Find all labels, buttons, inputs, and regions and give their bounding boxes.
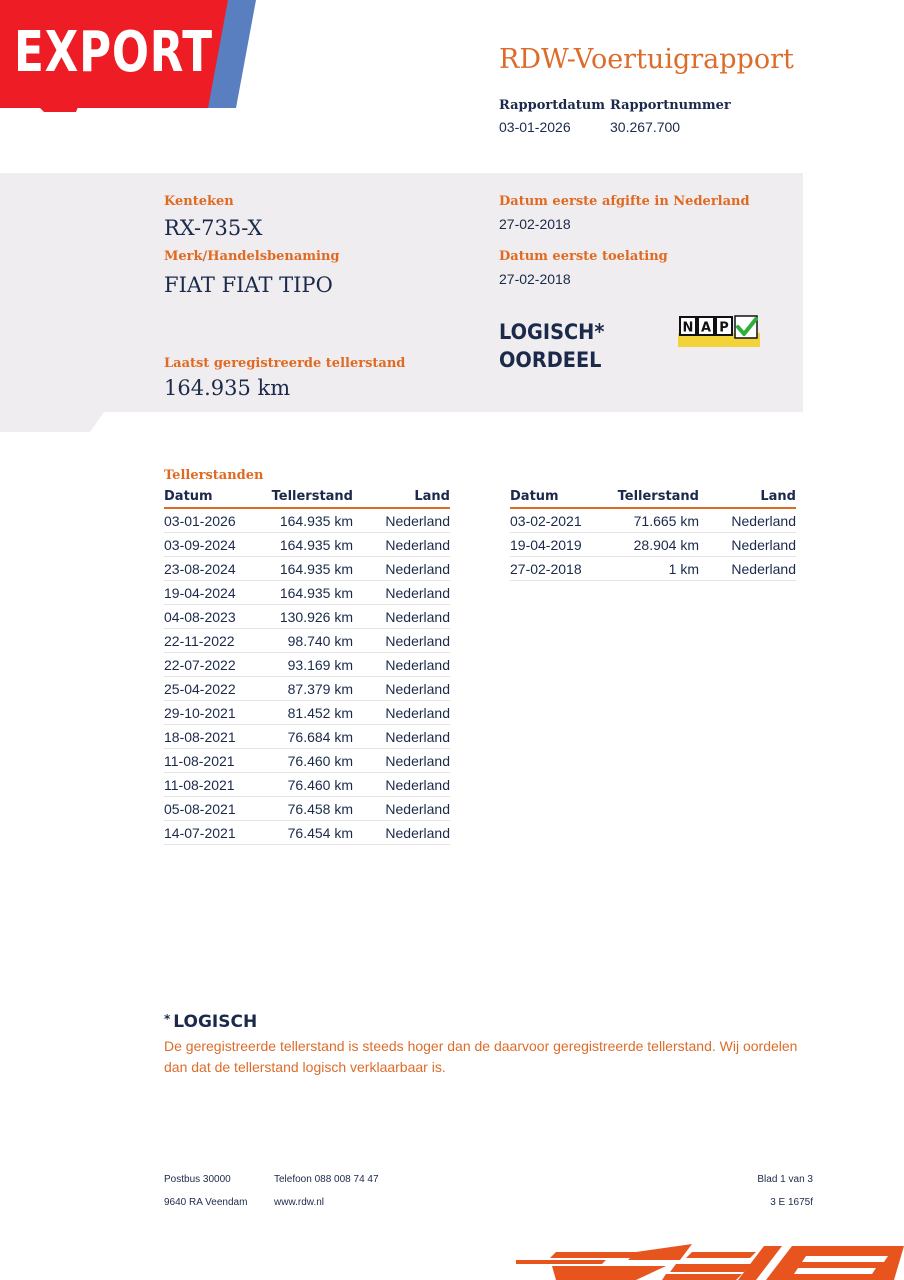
- vehicle-info-panel: [0, 173, 803, 432]
- decorative-stripes: [516, 1244, 904, 1280]
- footer-city: 9640 RA Veendam: [164, 1197, 248, 1208]
- cell-date: 23-08-2024: [164, 557, 270, 581]
- cell-date: 22-07-2022: [164, 653, 270, 677]
- odometer-label: Laatst geregistreerde tellerstand: [164, 356, 406, 371]
- cell-country: Nederland: [699, 508, 796, 533]
- export-badge-text: EXPORT: [14, 20, 213, 85]
- table-header-row: [510, 489, 796, 508]
- cell-country: Nederland: [353, 508, 450, 533]
- first-issue-nl-date: 27-02-2018: [499, 216, 571, 232]
- cell-country: Nederland: [353, 629, 450, 653]
- cell-reading: 76.458 km: [270, 797, 353, 821]
- footer-doc-code: 3 E 1675f: [770, 1197, 813, 1208]
- table-row: [164, 508, 450, 533]
- table-row: [164, 653, 450, 677]
- cell-date: 19-04-2019: [510, 533, 616, 557]
- first-admission-date: 27-02-2018: [499, 271, 571, 287]
- table-header-row: [164, 489, 450, 508]
- table-row: [164, 557, 450, 581]
- cell-reading: 76.460 km: [270, 773, 353, 797]
- cell-country: Nederland: [353, 677, 450, 701]
- cell-country: Nederland: [353, 557, 450, 581]
- table-row: [510, 557, 796, 581]
- table-body-right: [510, 508, 796, 581]
- cell-country: Nederland: [353, 821, 450, 845]
- cell-reading: 130.926 km: [270, 605, 353, 629]
- footer-phone: Telefoon 088 008 74 47: [274, 1174, 379, 1185]
- footnote-title: [164, 1012, 257, 1032]
- cell-date: 18-08-2021: [164, 725, 270, 749]
- cell-reading: 164.935 km: [270, 508, 353, 533]
- cell-date: 29-10-2021: [164, 701, 270, 725]
- column-header-reading: Tellerstand: [270, 489, 353, 508]
- table-row: [164, 677, 450, 701]
- verdict-line-1: LOGISCH*: [499, 320, 605, 344]
- footer-postbus: Postbus 30000: [164, 1174, 231, 1185]
- odometer-value: 164.935 km: [164, 376, 291, 400]
- table-row: [164, 533, 450, 557]
- report-date-label: Rapportdatum: [499, 98, 605, 113]
- cell-reading: 164.935 km: [270, 581, 353, 605]
- cell-date: 11-08-2021: [164, 773, 270, 797]
- cell-country: Nederland: [353, 581, 450, 605]
- cell-country: Nederland: [699, 557, 796, 581]
- footer-page-number: Blad 1 van 3: [757, 1174, 813, 1185]
- first-admission-label: Datum eerste toelating: [499, 249, 668, 264]
- cell-reading: 87.379 km: [270, 677, 353, 701]
- cell-date: 05-08-2021: [164, 797, 270, 821]
- cell-country: Nederland: [353, 701, 450, 725]
- first-issue-nl-label: Datum eerste afgifte in Nederland: [499, 194, 750, 209]
- table-body-left: [164, 508, 450, 845]
- cell-reading: 76.454 km: [270, 821, 353, 845]
- table-row: [164, 749, 450, 773]
- verdict: [499, 318, 604, 374]
- nap-letter-a: A: [700, 320, 712, 336]
- cell-date: 04-08-2023: [164, 605, 270, 629]
- cell-reading: 71.665 km: [616, 508, 699, 533]
- cell-date: 11-08-2021: [164, 749, 270, 773]
- footer-website: www.rdw.nl: [274, 1197, 325, 1208]
- cell-date: 27-02-2018: [510, 557, 616, 581]
- table-row: [164, 821, 450, 845]
- column-header-reading: Tellerstand: [616, 489, 699, 508]
- cell-reading: 1 km: [616, 557, 699, 581]
- cell-reading: 164.935 km: [270, 557, 353, 581]
- cell-reading: 98.740 km: [270, 629, 353, 653]
- cell-reading: 81.452 km: [270, 701, 353, 725]
- report-title: RDW-Voertuigrapport: [499, 44, 794, 75]
- table-row: [164, 725, 450, 749]
- table-row: [510, 508, 796, 533]
- footnote-text: De geregistreerde tellerstand is steeds hoger dan de daarvoor geregistreerde tellerstand. Wij oordelen dan dat de tellerstand logisch verklaarbaar is.: [164, 1038, 798, 1075]
- nap-logo: [678, 315, 760, 347]
- cell-reading: 93.169 km: [270, 653, 353, 677]
- table-row: [164, 773, 450, 797]
- verdict-line-2: OORDEEL: [499, 348, 602, 372]
- nap-letter-n: N: [682, 320, 694, 336]
- license-plate: RX-735-X: [164, 216, 263, 240]
- table-row: [164, 701, 450, 725]
- cell-date: 03-02-2021: [510, 508, 616, 533]
- cell-reading: 164.935 km: [270, 533, 353, 557]
- footnote-star: *: [164, 1012, 171, 1026]
- table-row: [164, 581, 450, 605]
- table-row: [164, 605, 450, 629]
- cell-reading: 76.684 km: [270, 725, 353, 749]
- odometer-table-left: [164, 489, 450, 845]
- cell-country: Nederland: [353, 797, 450, 821]
- column-header-country: Land: [699, 489, 796, 508]
- table-row: [164, 797, 450, 821]
- column-header-date: Datum: [510, 489, 616, 508]
- cell-date: 22-11-2022: [164, 629, 270, 653]
- table-row: [510, 533, 796, 557]
- odometer-table-right: [510, 489, 796, 581]
- nap-letter-p: P: [719, 320, 729, 336]
- report-date: 03-01-2026: [499, 119, 571, 135]
- cell-country: Nederland: [699, 533, 796, 557]
- report-number-label: Rapportnummer: [610, 98, 731, 113]
- cell-reading: 28.904 km: [616, 533, 699, 557]
- cell-date: 03-09-2024: [164, 533, 270, 557]
- cell-reading: 76.460 km: [270, 749, 353, 773]
- column-header-date: Datum: [164, 489, 270, 508]
- cell-date: 03-01-2026: [164, 508, 270, 533]
- column-header-country: Land: [353, 489, 450, 508]
- table-row: [164, 629, 450, 653]
- cell-country: Nederland: [353, 653, 450, 677]
- cell-country: Nederland: [353, 605, 450, 629]
- brand-name: FIAT FIAT TIPO: [164, 273, 333, 297]
- brand-label: Merk/Handelsbenaming: [164, 249, 340, 264]
- cell-country: Nederland: [353, 749, 450, 773]
- plate-label: Kenteken: [164, 194, 234, 209]
- cell-date: 19-04-2024: [164, 581, 270, 605]
- report-number: 30.267.700: [610, 119, 681, 135]
- cell-date: 14-07-2021: [164, 821, 270, 845]
- cell-country: Nederland: [353, 533, 450, 557]
- odometer-readings-title: Tellerstanden: [164, 468, 264, 483]
- footnote-title-text: LOGISCH: [173, 1012, 258, 1032]
- cell-date: 25-04-2022: [164, 677, 270, 701]
- cell-country: Nederland: [353, 725, 450, 749]
- cell-country: Nederland: [353, 773, 450, 797]
